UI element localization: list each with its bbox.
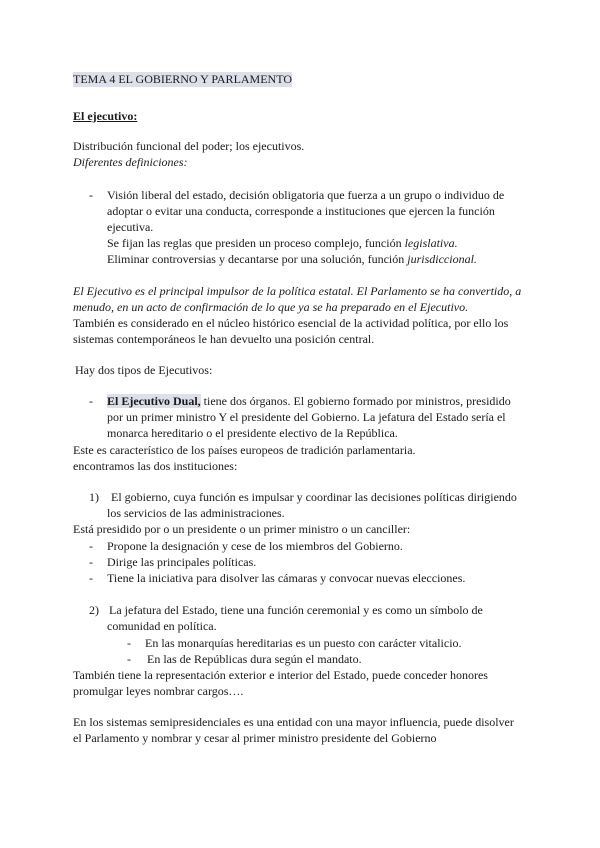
types-intro: Hay dos tipos de Ejecutivos: <box>75 363 213 377</box>
page-title: TEMA 4 EL GOBIERNO Y PARLAMENTO <box>73 72 293 86</box>
paragraph-line: También tiene la representación exterior e interior del Estado, puede conceder honores <box>73 668 488 682</box>
dual-line: por un primer ministro Y el presidente del Gobierno. La jefatura del Estado sería el <box>107 410 506 424</box>
section-heading: El ejecutivo: <box>73 109 138 123</box>
paragraph-line: Este es característico de los países europeos de tradición parlamentaria. <box>73 443 416 457</box>
list-item: Propone la designación y cese de los miembros del Gobierno. <box>107 539 403 553</box>
paragraph-line: promulgar leyes nombrar cargos…. <box>73 684 244 698</box>
dual-line: monarca hereditario o el presidente electivo de la República. <box>107 426 398 440</box>
intro-subheading: Diferentes definiciones: <box>73 155 188 169</box>
definition-text: Se fijan las reglas que presiden un proceso complejo, función <box>107 236 405 250</box>
definition-line <box>107 252 477 267</box>
paragraph-line: El Ejecutivo es el principal impulsor de la política estatal. El Parlamento se ha convertido, a <box>73 284 522 298</box>
dual-line <box>107 394 511 409</box>
list-item-line: los servicios de las administraciones. <box>107 506 285 520</box>
list-number: 2) <box>89 603 99 617</box>
definition-term: legislativa. <box>404 236 458 250</box>
definition-line: ejecutiva. <box>107 220 154 234</box>
definition-line: adoptar o evitar una conducta, corresponde a instituciones que ejercen la función <box>107 204 495 218</box>
bullet-dash: - <box>127 652 131 666</box>
dual-term: El Ejecutivo Dual, <box>107 394 201 408</box>
bullet-dash: - <box>89 571 93 585</box>
paragraph-line: el Parlamento y nombrar y cesar al primer ministro presidente del Gobierno <box>73 731 437 745</box>
paragraph-line: También es considerado en el núcleo histórico esencial de la actividad política, por ello los <box>73 316 509 330</box>
paragraph-line: Está presidido por o un presidente o un primer ministro o un canciller: <box>73 522 411 536</box>
definition-line <box>107 236 458 251</box>
intro-line: Distribución funcional del poder; los ejecutivos. <box>73 139 305 153</box>
bullet-dash: - <box>89 555 93 569</box>
list-item-line: El gobierno, cuya función es impulsar y coordinar las decisiones políticas dirigiendo <box>111 490 517 504</box>
paragraph-line: menudo, en un acto de confirmación de lo que ya se ha preparado en el Ejecutivo. <box>73 300 469 314</box>
paragraph-line: encontramos las dos instituciones: <box>73 459 238 473</box>
definition-text: Eliminar controversias y decantarse por una solución, función <box>107 252 408 266</box>
list-item-line: La jefatura del Estado, tiene una función ceremonial y es como un símbolo de <box>109 603 483 617</box>
list-item-line: comunidad en política. <box>107 619 217 633</box>
bullet-dash: - <box>89 188 93 202</box>
definition-term: jurisdiccional. <box>407 252 477 266</box>
list-item: En las monarquías hereditarias es un puesto con carácter vitalicio. <box>145 636 462 650</box>
paragraph-line: sistemas contemporáneos le han devuelto una posición central. <box>73 332 375 346</box>
definition-line: Visión liberal del estado, decisión obligatoria que fuerza a un grupo o individuo de <box>107 188 505 202</box>
bullet-dash: - <box>89 394 93 408</box>
list-item: Dirige las principales políticas. <box>107 555 257 569</box>
paragraph-line: En los sistemas semipresidenciales es una entidad con una mayor influencia, puede disolver <box>73 715 514 729</box>
bullet-dash: - <box>127 636 131 650</box>
list-item: Tiene la iniciativa para disolver las cámaras y convocar nuevas elecciones. <box>107 571 466 585</box>
bullet-dash: - <box>89 539 93 553</box>
list-item: En las de Repúblicas dura según el mandato. <box>147 652 362 666</box>
dual-text: tiene dos órganos. El gobierno formado por ministros, presidido <box>200 394 511 408</box>
list-number: 1) <box>89 490 99 504</box>
